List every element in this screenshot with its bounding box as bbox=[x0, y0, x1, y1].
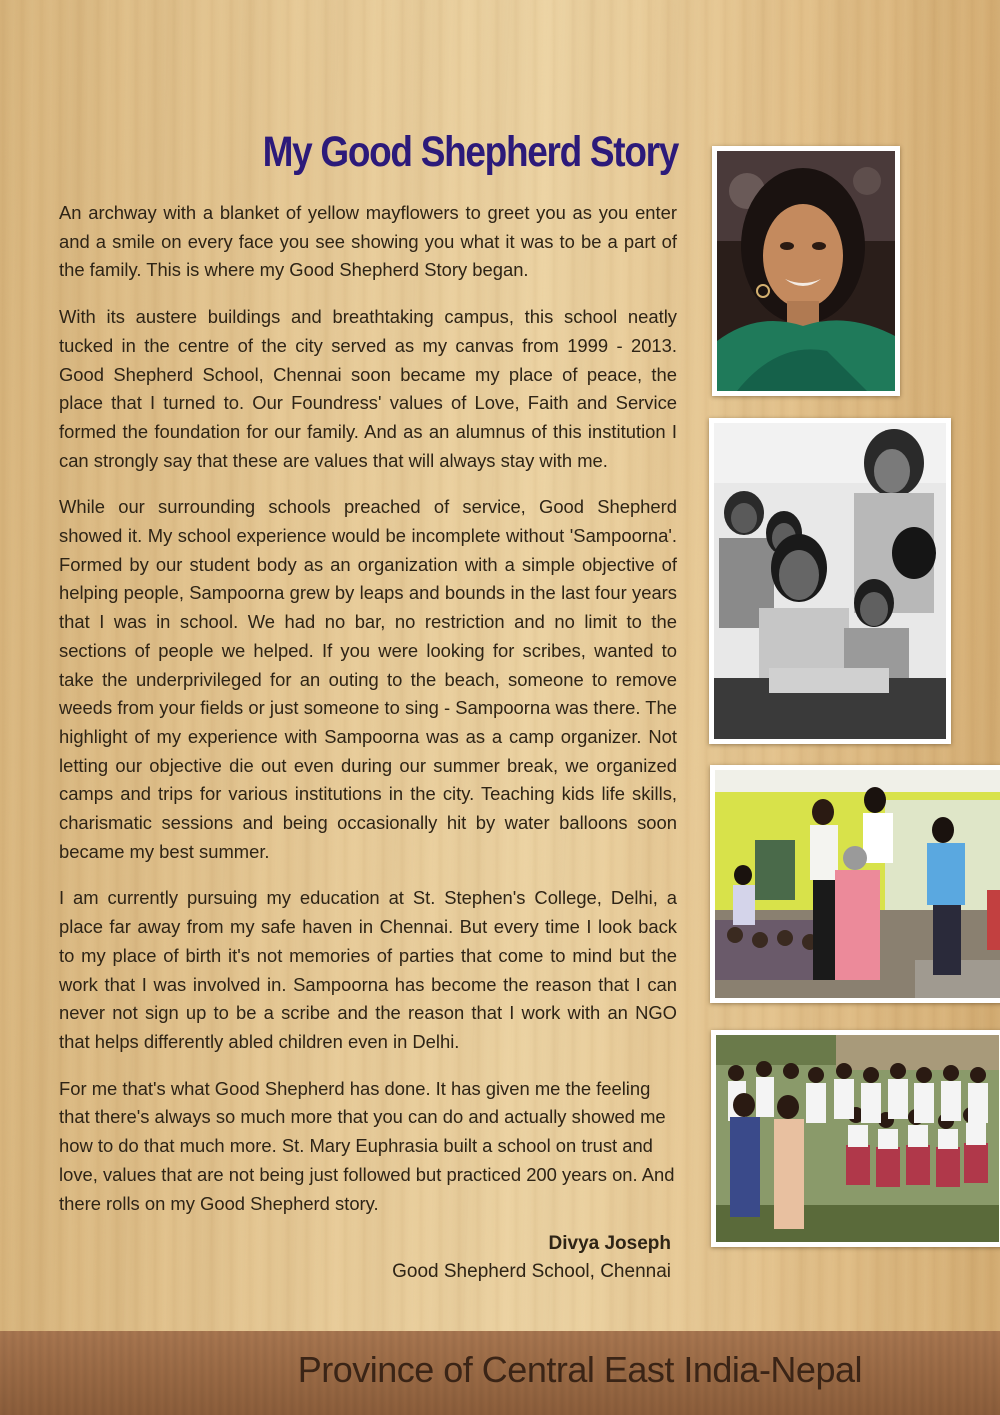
article-body bbox=[59, 199, 677, 1236]
paragraph-5: For me that's what Good Shepherd has done. It has given me the feeling that there's always so much more that you can do and actually showed me how to do that much more. St. Mary Euphrasia built a school on trust and love, values that are not being just followed but practiced 200 years on. And there rolls on my Good Shepherd story. bbox=[59, 1077, 675, 1214]
children-bw-photo bbox=[709, 418, 951, 744]
author-name: Divya Joseph bbox=[548, 1233, 671, 1254]
footer-province: Province of Central East India-Nepal bbox=[297, 1349, 862, 1390]
paragraph-1: An archway with a blanket of yellow mayflowers to greet you as you enter and a smile on every face you see showing you what it was to be a part of the family. This is where my Good Shepherd Story began. bbox=[59, 202, 677, 281]
page-title: My Good Shepherd Story bbox=[262, 128, 678, 176]
camp-activity-photo bbox=[710, 765, 1000, 1003]
camp-activity-image bbox=[715, 770, 1000, 998]
paragraph-3: While our surrounding schools preached of service, Good Shepherd showed it. My school experience would be incomplete without 'Sampoorna'. Formed by our student body as an organization with a simple objective of helping people, Sampoorna grew by leaps and bounds in the last four years that I was in school. We had no bar, no restriction and no limit to the sections of people we helped. If you were looking for scribes, wanted to take the underprivileged for an outing to the beach, someone to remove weeds from your fields or just someone to sing - Sampoorna was there. The highlight of my experience with Sampoorna was as a camp organizer. Not letting our objective die out even during our summer break, we organized camps and trips for various institutions in the city. Teaching kids life skills, charismatic sessions and being occasionally hit by water balloons soon became my best summer. bbox=[59, 496, 677, 862]
author-school: Good Shepherd School, Chennai bbox=[392, 1261, 671, 1282]
group-image bbox=[716, 1035, 999, 1242]
children-bw-image bbox=[714, 423, 946, 739]
signature-block bbox=[392, 1230, 671, 1286]
portrait-image bbox=[717, 151, 895, 391]
portrait-photo bbox=[712, 146, 900, 396]
paragraph-2: With its austere buildings and breathtaking campus, this school neatly tucked in the centre of the city served as my canvas from 1999 - 2013. Good Shepherd School, Chennai soon became my place of peace, the place that I turned to. Our Foundress' values of Love, Faith and Service formed the foundation for our family. And as an alumnus of this institution I can strongly say that these are values that will always stay with me. bbox=[59, 306, 677, 471]
footer-band bbox=[0, 1331, 1000, 1415]
paragraph-4: I am currently pursuing my education at St. Stephen's College, Delhi, a place far away from my safe haven in Chennai. But every time I look back to my place of birth it's not memories of parties that come to mind but the work that I was involved in. Sampoorna has become the reason that I can never not sign up to be a scribe and the reason that I work with an NGO that helps differently abled children even in Delhi. bbox=[59, 887, 677, 1052]
group-photo bbox=[711, 1030, 1000, 1247]
